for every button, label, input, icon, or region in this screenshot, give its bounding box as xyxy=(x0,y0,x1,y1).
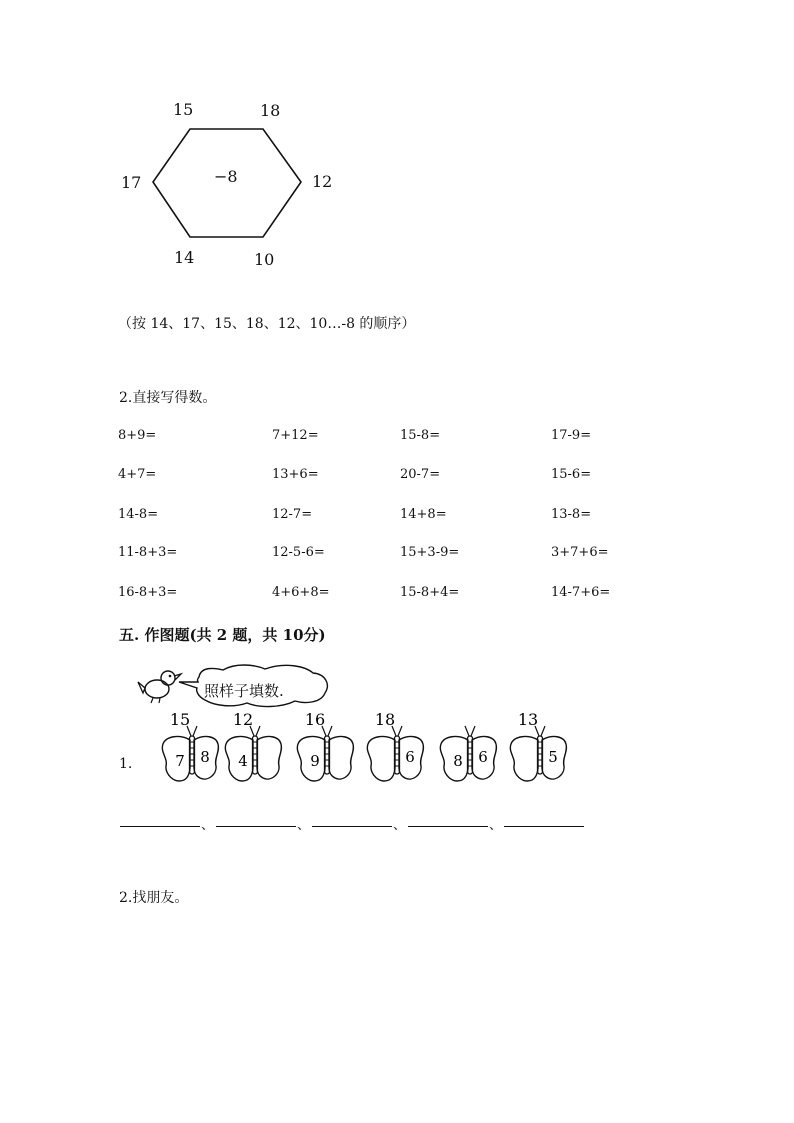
hexagon-top-right: 18 xyxy=(260,101,281,120)
butterfly-right-number: 6 xyxy=(405,748,415,766)
calc-item: 14-7+6= xyxy=(551,585,611,600)
butterfly-illustration xyxy=(135,660,580,795)
calc-item: 12-5-6= xyxy=(272,545,325,560)
calc-item: 16-8+3= xyxy=(118,585,178,600)
butterfly-icon xyxy=(510,726,566,781)
speech-bubble-text: 照样子填数. xyxy=(204,682,284,700)
calc-item: 20-7= xyxy=(400,467,441,482)
calc-item: 14+8= xyxy=(400,507,447,522)
calc-item: 15-6= xyxy=(551,467,592,482)
answer-blank-4[interactable] xyxy=(408,826,488,827)
butterfly-icon xyxy=(297,726,353,781)
find-friends-title: 2.找朋友。 xyxy=(119,890,189,906)
butterfly-icon xyxy=(367,726,423,781)
separator-3: 、 xyxy=(393,818,407,833)
calc-item: 15-8= xyxy=(400,428,441,443)
calc-item: 15-8+4= xyxy=(400,585,460,600)
calc-item: 12-7= xyxy=(272,507,313,522)
bird-icon xyxy=(138,671,181,703)
hexagon-top-left: 15 xyxy=(173,100,194,119)
butterfly-top-number: 18 xyxy=(374,710,396,729)
butterfly-left-number: 7 xyxy=(175,752,185,770)
calc-item: 13+6= xyxy=(272,467,319,482)
calc-item: 4+7= xyxy=(118,467,157,482)
hexagon-center: −8 xyxy=(214,167,238,186)
butterfly-top-number: 15 xyxy=(169,710,191,729)
butterfly-row xyxy=(162,710,566,781)
hexagon-bottom-right: 10 xyxy=(254,250,275,269)
q1-number: 1. xyxy=(119,756,133,772)
hexagon-bottom-left: 14 xyxy=(174,248,195,267)
calc-item: 8+9= xyxy=(118,428,157,443)
calc-item: 17-9= xyxy=(551,428,592,443)
butterfly-right-number: 8 xyxy=(200,748,210,766)
butterfly-icon xyxy=(225,726,281,781)
answer-blank-3[interactable] xyxy=(312,826,392,827)
butterfly-right-number: 5 xyxy=(548,748,558,766)
butterfly-top-number: 12 xyxy=(232,710,254,729)
separator-4: 、 xyxy=(489,818,503,833)
calc-item: 3+7+6= xyxy=(551,545,609,560)
order-note: （按 14、17、15、18、12、10…-8 的顺序） xyxy=(118,316,416,332)
butterfly-left-number: 9 xyxy=(310,752,320,770)
calc-item: 11-8+3= xyxy=(118,545,178,560)
calc-item: 13-8= xyxy=(551,507,592,522)
hexagon-left: 17 xyxy=(121,173,142,192)
butterfly-left-number: 8 xyxy=(453,752,463,770)
butterfly-icon xyxy=(162,726,218,781)
butterfly-icon xyxy=(440,726,496,781)
calc-item: 14-8= xyxy=(118,507,159,522)
butterfly-left-number: 4 xyxy=(238,752,248,770)
separator-2: 、 xyxy=(297,818,311,833)
butterfly-top-number: 16 xyxy=(304,710,326,729)
separator-1: 、 xyxy=(201,818,215,833)
butterfly-top-number: 13 xyxy=(517,710,539,729)
calc-item: 4+6+8= xyxy=(272,585,330,600)
section-five-title: 五. 作图题(共 2 题，共 10分) xyxy=(119,626,326,644)
q2-title: 2.直接写得数。 xyxy=(119,390,217,406)
answer-blank-1[interactable] xyxy=(120,826,200,827)
butterfly-right-number: 6 xyxy=(478,748,488,766)
answer-blank-2[interactable] xyxy=(216,826,296,827)
calc-item: 15+3-9= xyxy=(400,545,460,560)
hexagon-right: 12 xyxy=(312,172,333,191)
calc-item: 7+12= xyxy=(272,428,319,443)
answer-blank-5[interactable] xyxy=(504,826,584,827)
